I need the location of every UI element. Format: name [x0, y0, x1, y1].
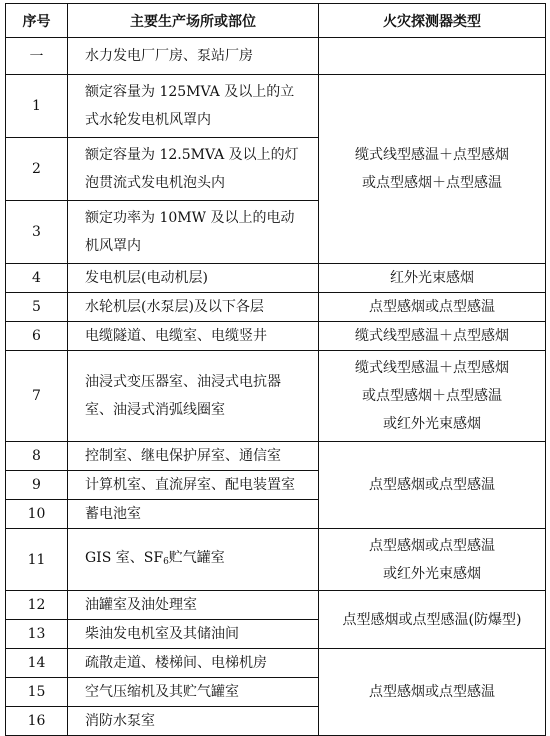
row-detector	[319, 75, 546, 264]
row-place: 发电机层(电动机层)	[68, 264, 319, 293]
row-place: 额定容量为 12.5MVA 及以上的灯泡贯流式发电机泡头内	[68, 138, 319, 201]
row-no: 15	[6, 678, 68, 707]
row-place: 电缆隧道、电缆室、电缆竖井	[68, 322, 319, 351]
row-no: 9	[6, 471, 68, 500]
row-place: 额定容量为 125MVA 及以上的立式水轮发电机风罩内	[68, 75, 319, 138]
row-place: 控制室、继电保护屏室、通信室	[68, 442, 319, 471]
detector-line: 或点型感烟＋点型感温	[362, 388, 502, 404]
row-place: 额定功率为 10MW 及以上的电动机风罩内	[68, 201, 319, 264]
table-row	[6, 649, 546, 678]
row-no: 1	[6, 75, 68, 138]
row-place: 空气压缩机及其贮气罐室	[68, 678, 319, 707]
table-row	[6, 351, 546, 442]
header-place: 主要生产场所或部位	[68, 4, 319, 38]
place-text: GIS 室、SF	[85, 549, 164, 566]
row-no: 7	[6, 351, 68, 442]
detector-line: 缆式线型感温＋点型感烟	[355, 147, 509, 163]
place-subscript: 6	[163, 556, 169, 567]
table-row	[6, 591, 546, 620]
row-detector	[319, 351, 546, 442]
row-detector-empty	[319, 38, 546, 75]
table-row	[6, 529, 546, 591]
detector-line: 或点型感烟＋点型感温	[362, 175, 502, 191]
detector-line: 或红外光束感烟	[383, 565, 481, 582]
table-header-row	[6, 4, 546, 38]
row-place: 消防水泵室	[68, 707, 319, 736]
row-no: 8	[6, 442, 68, 471]
row-place: 疏散走道、楼梯间、电梯机房	[68, 649, 319, 678]
row-no: 12	[6, 591, 68, 620]
row-detector: 点型感烟或点型感温	[319, 293, 546, 322]
table-row	[6, 264, 546, 293]
row-no: 6	[6, 322, 68, 351]
table-row	[6, 75, 546, 138]
place-text: 贮气罐室	[168, 549, 225, 566]
row-no: 3	[6, 201, 68, 264]
row-place: 油罐室及油处理室	[68, 591, 319, 620]
row-detector: 红外光束感烟	[319, 264, 546, 293]
row-place: 蓄电池室	[68, 500, 319, 529]
row-place: 水力发电厂厂房、泵站厂房	[68, 38, 319, 75]
table-row	[6, 38, 546, 75]
detector-line: 或红外光束感烟	[383, 416, 481, 432]
row-detector: 缆式线型感温＋点型感烟	[319, 322, 546, 351]
row-detector: 点型感烟或点型感温(防爆型)	[319, 591, 546, 649]
table-container	[5, 3, 546, 736]
row-detector: 点型感烟或点型感温	[319, 649, 546, 736]
row-no: 16	[6, 707, 68, 736]
header-detector: 火灾探测器类型	[319, 4, 546, 38]
table-row	[6, 322, 546, 351]
row-place: 柴油发电机室及其储油间	[68, 620, 319, 649]
detector-line: 缆式线型感温＋点型感烟	[355, 360, 509, 376]
row-detector	[319, 529, 546, 591]
row-no: 一	[6, 38, 68, 75]
table-row	[6, 442, 546, 471]
row-no: 13	[6, 620, 68, 649]
row-no: 4	[6, 264, 68, 293]
row-place: 计算机室、直流屏室、配电装置室	[68, 471, 319, 500]
row-place: 水轮机层(水泵层)及以下各层	[68, 293, 319, 322]
row-no: 2	[6, 138, 68, 201]
header-no: 序号	[6, 4, 68, 38]
row-no: 11	[6, 529, 68, 591]
row-place: 油浸式变压器室、油浸式电抗器室、油浸式消弧线圈室	[68, 351, 319, 442]
detector-line: 点型感烟或点型感温	[369, 537, 495, 554]
row-detector: 点型感烟或点型感温	[319, 442, 546, 529]
row-no: 14	[6, 649, 68, 678]
fire-detector-table	[5, 3, 546, 736]
row-no: 5	[6, 293, 68, 322]
table-row	[6, 293, 546, 322]
row-no: 10	[6, 500, 68, 529]
row-place	[68, 529, 319, 591]
